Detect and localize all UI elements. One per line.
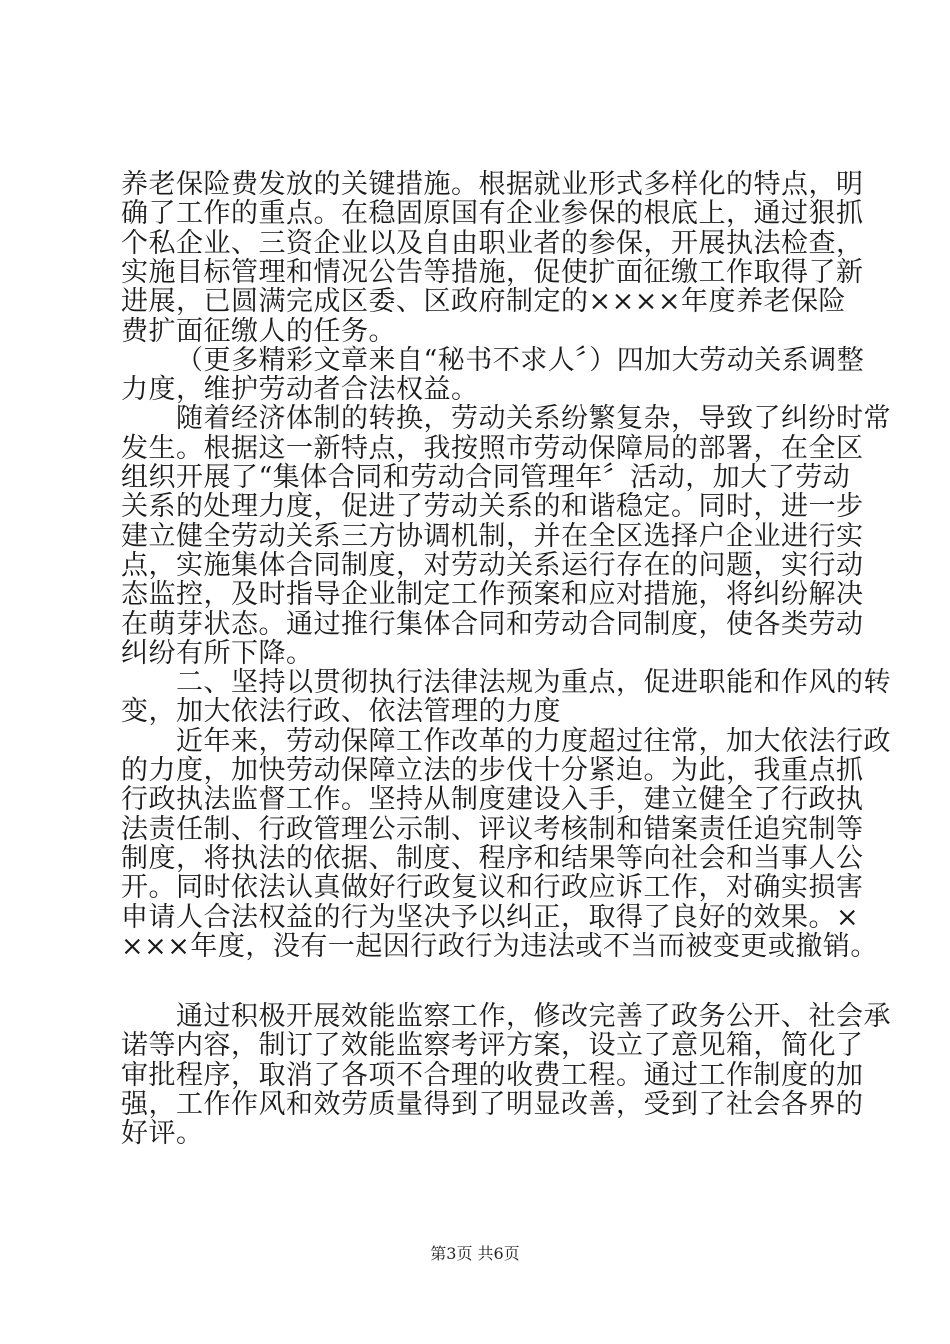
section-heading: 变，加大依法行政、依法管理的力度 [121, 696, 561, 727]
text-line: 强，工作作风和效劳质量得到了明显改善，受到了社会各界的 [121, 1089, 864, 1120]
text-line: 关系的处理力度，促进了劳动关系的和谐稳定。同时，进一步 [121, 491, 864, 522]
page-number-footer: 第3页 共6页 [430, 1244, 520, 1263]
text-line: 开。同时依法认真做好行政复议和行政应诉工作，对确实损害 [121, 872, 864, 903]
text-line: 的力度，加快劳动保障立法的步伐十分紧迫。为此，我重点抓 [121, 755, 864, 786]
text-line: 诺等内容，制订了效能监察考评方案，设立了意见箱，简化了 [121, 1030, 864, 1061]
text-line: 点，实施集体合同制度，对劳动关系运行存在的问题，实行动 [121, 550, 864, 581]
text-line: 行政执法监督工作。坚持从制度建设入手，建立健全了行政执 [121, 784, 864, 815]
text-line: （更多精彩文章来自“秘书不求人〞）四加大劳动关系调整 [176, 345, 865, 376]
text-line: 养老保险费发放的关键措施。根据就业形式多样化的特点，明 [121, 169, 864, 200]
text-line: 实施目标管理和情况公告等措施，促使扩面征缴工作取得了新 [121, 257, 864, 288]
text-line: 组织开展了“集体合同和劳动合同管理年〞活动，加大了劳动 [121, 462, 851, 493]
text-line: 近年来，劳动保障工作改革的力度超过往常，加大依法行政 [176, 726, 891, 757]
text-line: 随着经济体制的转换，劳动关系纷繁复杂，导致了纠纷时常 [176, 403, 891, 434]
text-line: 建立健全劳动关系三方协调机制，并在全区选择户企业进行实 [121, 521, 864, 552]
text-line: 法责任制、行政管理公示制、评议考核制和错案责任追究制等 [121, 814, 864, 845]
text-line: 态监控，及时指导企业制定工作预案和应对措施，将纠纷解决 [121, 579, 864, 610]
text-line: 通过积极开展效能监察工作，修改完善了政务公开、社会承 [176, 1001, 891, 1032]
text-line: 确了工作的重点。在稳固原国有企业参保的根底上，通过狠抓 [121, 198, 864, 229]
text-line: 进展，已圆满完成区委、区政府制定的××××年度养老保险 [121, 286, 846, 317]
text-line: 审批程序，取消了各项不合理的收费工程。通过工作制度的加 [121, 1060, 864, 1091]
text-line: 发生。根据这一新特点，我按照市劳动保障局的部署，在全区 [121, 433, 864, 464]
text-line: 力度，维护劳动者合法权益。 [121, 374, 479, 405]
text-line: 制度，将执法的依据、制度、程序和结果等向社会和当事人公 [121, 843, 864, 874]
text-line: ×××年度，没有一起因行政行为违法或不当而被变更或撤销。 [121, 931, 878, 962]
section-heading: 二、坚持以贯彻执行法律法规为重点，促进职能和作风的转 [176, 667, 891, 698]
text-line: 好评。 [121, 1118, 204, 1149]
text-line: 纠纷有所下降。 [121, 638, 314, 669]
text-line: 申请人合法权益的行为坚决予以纠正，取得了良好的效果。× [121, 902, 860, 933]
text-line: 个私企业、三资企业以及自由职业者的参保，开展执法检查， [121, 228, 864, 259]
text-line: 在萌芽状态。通过推行集体合同和劳动合同制度，使各类劳动 [121, 609, 864, 640]
text-line: 费扩面征缴人的任务。 [121, 316, 396, 347]
